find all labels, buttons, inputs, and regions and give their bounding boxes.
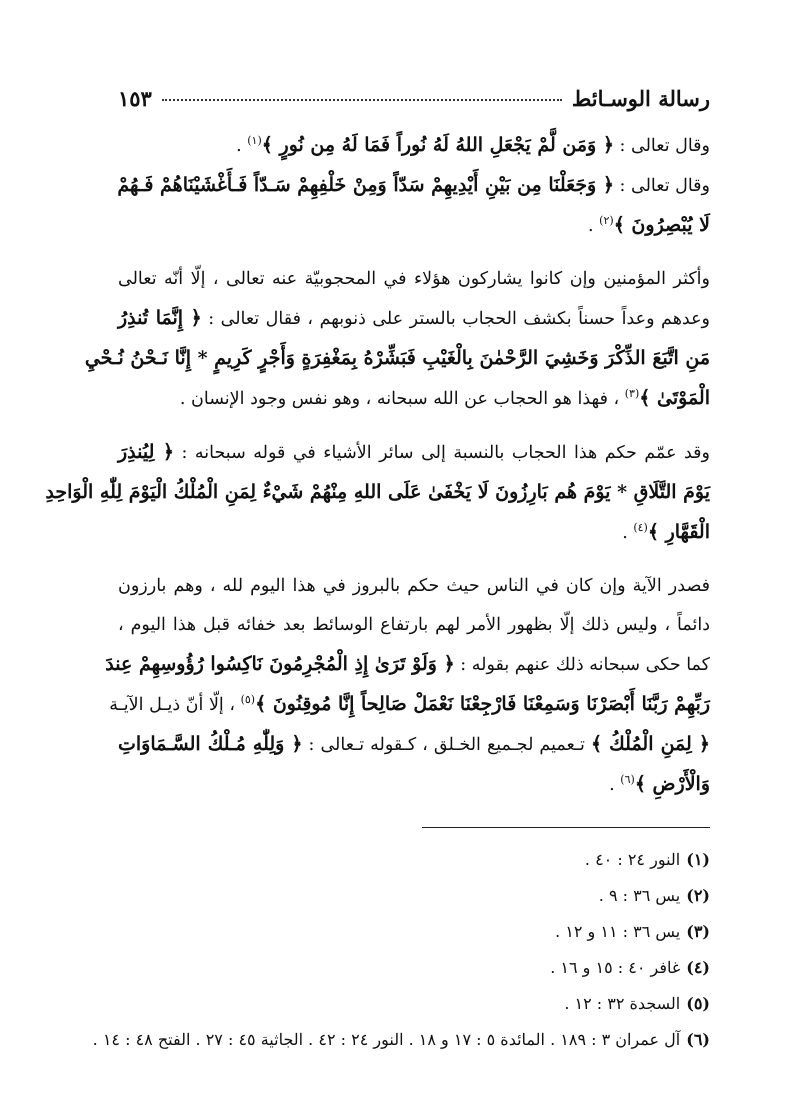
quran-verse: ﴿ لِمَنِ الْمُلْكُ ﴾ — [590, 733, 711, 755]
footnote-item — [118, 878, 710, 914]
footnote-separator — [422, 827, 710, 828]
footnote-number: (٥) — [686, 994, 710, 1013]
prose-text: وقال تعالى : — [613, 176, 710, 196]
footnote-ref: (٣) — [624, 387, 640, 401]
footnote-text: آل عمران ٣ : ١٨٩ . المائدة ٥ : ١٧ و ١٨ . النور ٢٤ : ٤٢ . الجاثية ٤٥ : ٢٧ . الفتح ٤٨ : ١٤ . — [92, 1030, 681, 1049]
text-line — [105, 645, 710, 685]
footnote-text: غافر ٤٠ : ١٥ و ١٦ . — [550, 958, 681, 977]
prose-text: ، إلّا أنّ ذيـل الآيـة — [109, 695, 241, 715]
quran-verse: الْقَهَّارِ ﴾ — [647, 521, 710, 543]
book-title: رسالة الوسـائط — [571, 86, 710, 111]
text-line — [118, 260, 710, 299]
page-number: ١٥٣ — [118, 86, 152, 111]
quran-verse: ﴿ وَمَن لَّمْ يَجْعَلِ اللهُ لَهُ نُوراً فَمَا لَهُ مِن نُورٍ ﴾ — [261, 134, 614, 156]
prose-text: وقال تعالى : — [613, 136, 710, 156]
text-line — [118, 126, 710, 166]
text-line — [84, 339, 710, 379]
quran-verse: رَبِّهِمْ رَبَّنَا أَبْصَرْنَا وَسَمِعْنَا فَارْجِعْنَا نَعْمَلْ صَالِحاً إِنَّا مُوقِنُونَ ﴾ — [255, 693, 710, 715]
text-line — [109, 685, 710, 725]
quran-verse: ﴿ لِيُنذِرَ — [118, 441, 175, 463]
prose-text: . — [236, 136, 248, 156]
footnote-ref: (٦) — [620, 773, 635, 787]
text-line — [45, 473, 710, 513]
footnote-number: (٦) — [686, 1030, 710, 1049]
quran-verse: ﴿ وَلَوْ تَرَىٰ إِذِ الْمُجْرِمُونَ نَاكِسُوا رُؤُوسِهِمْ عِندَ — [105, 653, 455, 675]
quran-verse: ﴿ إِنَّمَا تُنذِرُ — [118, 307, 202, 329]
paragraph — [105, 567, 711, 805]
text-line — [118, 433, 710, 473]
text-line — [118, 166, 710, 206]
text-line — [118, 299, 710, 339]
text-line — [118, 725, 710, 765]
prose-text: . — [609, 775, 621, 795]
prose-text: كما حكى سبحانه ذلك عنهم بقوله : — [454, 655, 710, 675]
paragraph — [118, 126, 710, 166]
prose-text: وعدهم وعداً حسناً بكشف الحجاب بالستر على ذنوبهم ، فقال تعالى : — [201, 309, 710, 329]
footnote-number: (٢) — [686, 886, 710, 905]
footnote-text: يس ٣٦ : ٩ . — [598, 886, 681, 905]
footnotes-list — [92, 842, 710, 1058]
text-line — [118, 765, 710, 805]
prose-text: دائماً ، وليس ذلك إلّا بظهور الأمر لهم بارتفاع الوسائط بعد خفائه قبل هذا اليوم ، — [118, 615, 710, 635]
quran-verse: ﴿ وَجَعَلْنَا مِن بَيْنِ أَيْدِيهِمْ سَدّاً وَمِنْ خَلْفِهِمْ سَـدّاً فَـأَغْشَيْنَاهُمْ فَـهُمْ — [117, 174, 614, 196]
header-dot-leader — [162, 99, 562, 101]
footnote-number: (٣) — [686, 922, 710, 941]
prose-text: فصدر الآية وإن كان في الناس حيث حكم بالبروز في هذا اليوم لله ، وهم بارزون — [118, 576, 710, 596]
prose-text: وقد عمّم حكم هذا الحجاب بالنسبة إلى سائر الأشياء في قوله سبحانه : — [174, 443, 711, 463]
prose-text: . — [588, 216, 600, 236]
footnote-item — [92, 1022, 710, 1058]
quran-verse: الْمَوْتَىٰ ﴾ — [639, 387, 710, 409]
paragraph — [118, 166, 710, 246]
quran-verse: يَوْمَ التَّلَاقِ * يَوْمَ هُم بَارِزُونَ لَا يَخْفَىٰ عَلَى اللهِ مِنْهُمْ شَيْءٌ لِمَنِ الْمُلْكُ الْيَوْمَ لِلّٰهِ الْوَاحِدِ — [45, 481, 710, 503]
footnote-item — [118, 986, 710, 1022]
footnote-text: يس ٣٦ : ١١ و ١٢ . — [555, 922, 681, 941]
quran-verse: لَا يُبْصِرُونَ ﴾ — [613, 214, 710, 236]
text-line — [118, 379, 710, 419]
quran-verse: ﴿ وَلِلّٰهِ مُـلْكُ السَّـمَاوَاتِ — [118, 733, 303, 755]
footnote-text: السجدة ٣٢ : ١٢ . — [564, 994, 681, 1013]
footnote-number: (١) — [686, 850, 710, 869]
paragraph — [45, 433, 711, 553]
main-text — [45, 126, 711, 805]
footnote-text: النور ٢٤ : ٤٠ . — [584, 850, 681, 869]
footnote-ref: (١) — [247, 134, 262, 148]
running-header — [118, 86, 710, 126]
quran-verse: مَنِ اتَّبَعَ الذِّكْرَ وَخَشِيَ الرَّحْمٰنَ بِالْغَيْبِ فَبَشِّرْهُ بِمَغْفِرَةٍ وَأَجْرٍ كَرِيمٍ * إِنَّا نَـحْنُ نُـحْيِ — [84, 347, 710, 369]
text-line — [118, 513, 710, 553]
footnote-item — [118, 842, 710, 878]
text-line — [118, 206, 710, 246]
footnote-ref: (٥) — [240, 693, 256, 707]
footnote-ref: (٤) — [633, 521, 648, 535]
prose-text: ، فهذا هو الحجاب عن الله سبحانه ، وهو نفس وجود الإنسان . — [179, 389, 625, 409]
footnote-item — [118, 950, 710, 986]
prose-text: وأكثر المؤمنين وإن كانوا يشاركون هؤلاء في المحجوبيّة عنه تعالى ، إلّا أنّه تعالى — [118, 269, 710, 289]
prose-text: . — [622, 523, 634, 543]
text-line — [118, 567, 710, 606]
footnote-item — [118, 914, 710, 950]
footnote-number: (٤) — [686, 958, 710, 977]
footnote-ref: (٢) — [599, 214, 614, 228]
quran-verse: وَالْأَرْضِ ﴾ — [634, 773, 710, 795]
text-line — [118, 606, 710, 645]
prose-text: تـعميم لجـميع الخـلق ، كـقوله تـعالى : — [302, 735, 591, 755]
paragraph — [84, 260, 710, 419]
